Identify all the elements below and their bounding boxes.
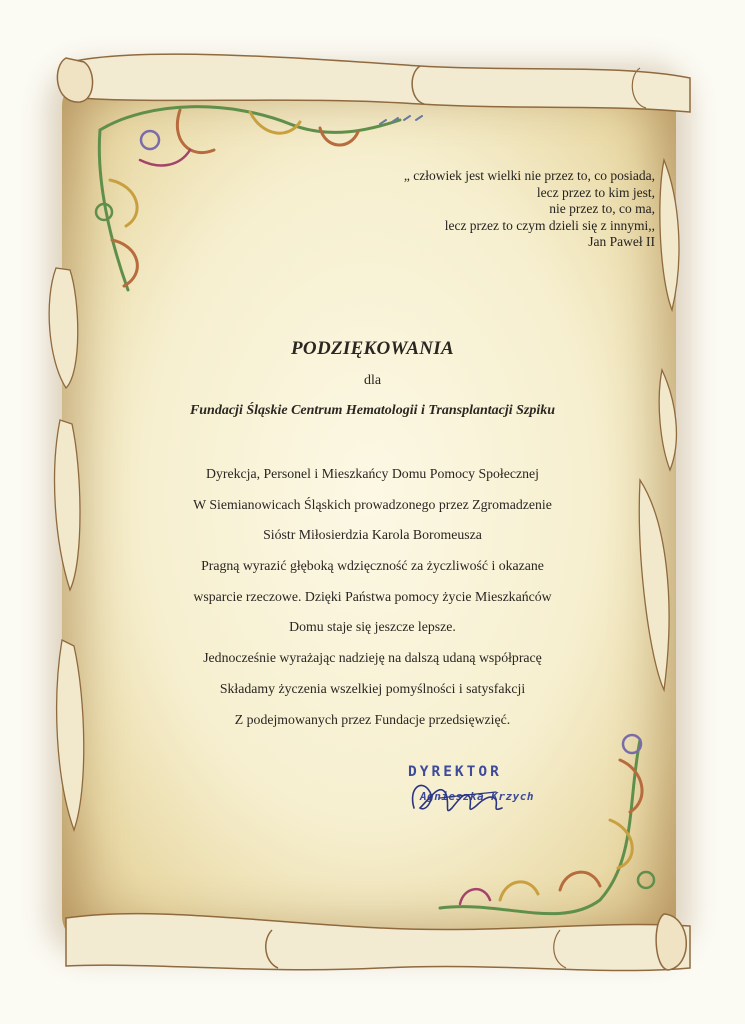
recipient-name: Fundacji Śląskie Centrum Hematologii i Transplantacji Szpiku bbox=[189, 403, 556, 418]
stamp-name: Agnieszka Krzych bbox=[420, 790, 534, 803]
handwritten-signature bbox=[400, 768, 540, 828]
body-line: W Siemianowicach Śląskich prowadzonego przez Zgromadzenie bbox=[193, 496, 552, 512]
body-line: Sióstr Miłosierdzia Karola Boromeusza bbox=[263, 527, 482, 543]
quote-line: lecz przez to czym dzieli się z innymi,, bbox=[444, 217, 655, 233]
body-line: Dyrekcja, Personel i Mieszkańcy Domu Pomocy Społecznej bbox=[206, 466, 539, 481]
bottom-scroll-roll bbox=[66, 914, 690, 971]
body-line: Jednocześnie wyrażając nadzieję na dalszą udaną współpracę bbox=[203, 650, 542, 666]
document-for: dla bbox=[363, 373, 382, 388]
body-line: wsparcie rzeczowe. Dzięki Państwa pomocy życie Mieszkańców bbox=[193, 588, 552, 604]
quote-line: lecz przez to kim jest, bbox=[536, 184, 655, 200]
document-title: PODZIĘKOWANIA bbox=[291, 338, 454, 359]
quote-block bbox=[275, 168, 655, 251]
top-scroll-roll bbox=[57, 54, 690, 112]
quote-author: Jan Paweł II bbox=[588, 234, 655, 250]
letter-body bbox=[0, 459, 745, 735]
quote-line: „ człowiek jest wielki nie przez to, co posiada, bbox=[403, 168, 655, 183]
stamp-role: DYREKTOR bbox=[408, 764, 502, 780]
body-line: Domu staje się jeszcze lepsze. bbox=[289, 619, 456, 635]
body-line: Z podejmowanych przez Fundacje przedsięwzięć. bbox=[234, 711, 511, 727]
quote-line: nie przez to, co ma, bbox=[549, 201, 655, 217]
body-line: Pragną wyrazić głęboką wdzięczność za życzliwość i okazane bbox=[201, 558, 544, 574]
body-line: Składamy życzenia wszelkiej pomyślności i satysfakcji bbox=[219, 680, 526, 696]
